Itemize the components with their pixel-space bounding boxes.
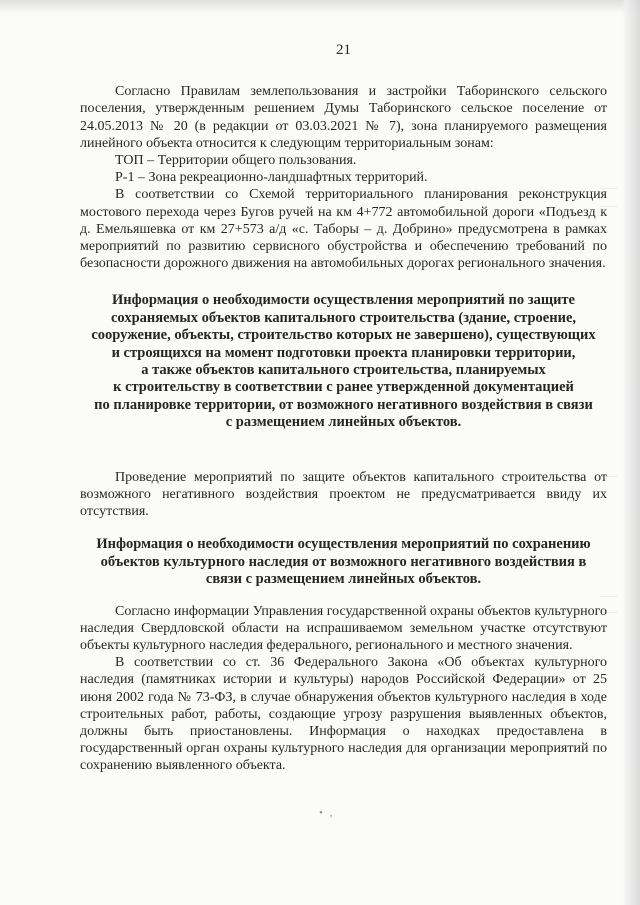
page-number: 21	[336, 42, 351, 58]
zone-r1-item: Р-1 – Зона рекреационно-ландшафтных территорий.	[115, 170, 428, 186]
cultural-heritage-info-paragraph: Согласно информации Управления государственной охраны объектов культурного наследия Свердловской области на испрашиваемом земельном участке отсутствуют объекты культурного наследия федерального, регионального и местного значения.	[80, 603, 607, 653]
capital-construction-heading	[80, 292, 607, 431]
top-scan-shadow	[0, 0, 640, 14]
heading-line: и строящихся на момент подготовки проекта планировки территории,	[111, 344, 576, 361]
right-scan-shadow	[622, 0, 640, 905]
heading-line: с размещением линейных объектов.	[225, 414, 462, 431]
document-body	[80, 42, 607, 775]
heading-line: к строительству в соответствии с ранее утвержденной документацией	[113, 379, 574, 396]
heading-line: сооружение, объекты, строительство которых не завершено), существующих	[91, 327, 596, 344]
federal-law-paragraph: В соответствии со ст. 36 Федерального Закона «Об объектах культурного наследия (памятниках истории и культуры) народов Российской Федерации» от 25 июня 2002 года № 73-ФЗ, в случае обнаружения объектов культурного наследия в ходе строительных работ, работы, создающие угрозу разрушения выявленных объектов, должны быть приостановлены. Информация о находках предоставлена в государственный орган охраны культурного наследия для организации мероприятий по сохранению выявленного объекта.	[80, 655, 607, 774]
heading-line: объектов культурного наследия от возможного негативного воздействия в	[100, 553, 587, 570]
land-use-paragraph: Согласно Правилам землепользования и застройки Таборинского сельского поселения, утвержденным решением Думы Таборинского сельское поселение от 24.05.2013 № 20 (в редакции от 03.03.2021 № 7), зона планируемого размещения линейного объекта относится к следующим территориальным зонам:	[80, 84, 607, 151]
heading-line: Информация о необходимости осуществления мероприятий по сохранению	[96, 536, 591, 553]
territorial-planning-paragraph: В соответствии со Схемой территориального планирования реконструкция мостового перехода через Бугов ручей на км 4+772 автомобильной дороги «Подъезд к д. Емельяшевка от км 27+573 а/д «с. Таборы – д. Добрино» предусмотрена в рамках мероприятий по развитию сервисного обустройства и обеспечению требований по безопасности дорожного движения на автомобильных дорогах регионального значения.	[80, 187, 607, 272]
heading-line: а также объектов капитального строительства, планируемых	[141, 362, 546, 379]
cultural-heritage-heading	[80, 536, 607, 588]
scan-mark: • ,	[319, 807, 335, 819]
capital-protection-paragraph: Проведение мероприятий по защите объектов капитального строительства от возможного негативного воздействия проектом не предусматривается ввиду их отсутствия.	[80, 469, 607, 520]
heading-line: Информация о необходимости осуществления мероприятий по защите	[112, 292, 575, 309]
heading-line: сохраняемых объектов капитального строительства (здание, строение,	[111, 309, 576, 326]
heading-line: связи с размещением линейных объектов.	[205, 571, 482, 588]
heading-line: по планировке территории, от возможного негативного воздействия в связи	[94, 396, 593, 413]
zone-top-item: ТОП – Территории общего пользования.	[115, 153, 357, 169]
